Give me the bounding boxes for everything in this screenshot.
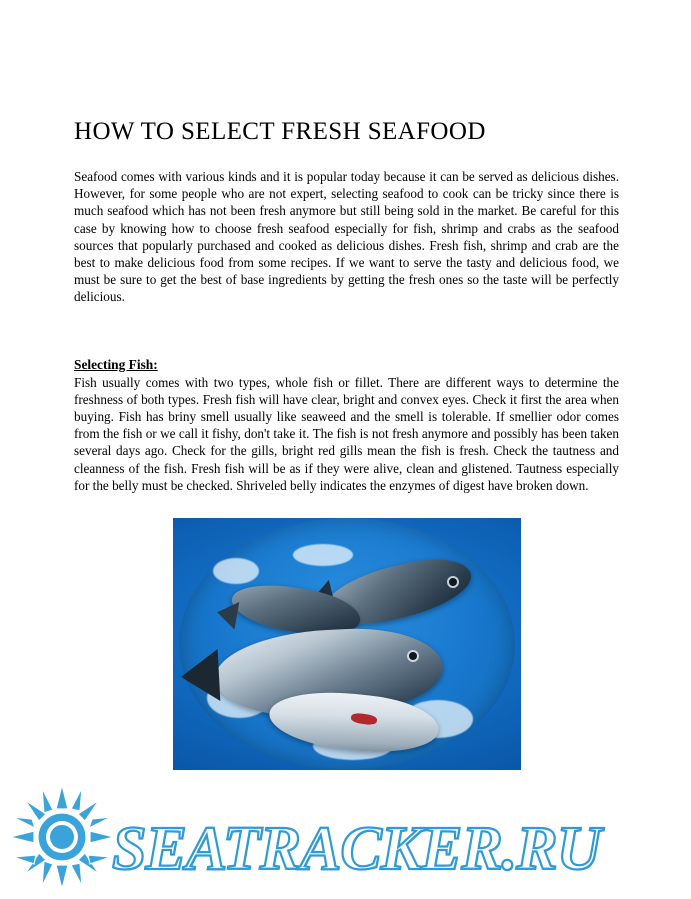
sun-logo-icon bbox=[8, 783, 116, 891]
photo-container bbox=[74, 518, 619, 770]
section-heading-wrap bbox=[74, 356, 619, 374]
fish-bucket-photo bbox=[173, 518, 521, 770]
ice-chunk bbox=[213, 558, 259, 584]
watermark bbox=[0, 774, 691, 899]
section-heading-selecting-fish: Selecting Fish: bbox=[74, 356, 158, 372]
intro-paragraph: Seafood comes with various kinds and it is popular today because it can be served as delicious dishes. However, for some people who are not expert, selecting seafood to cook can be tricky since there is much seafood which has not been fresh anymore but still being sold in the market. Be careful for this case by knowing how to choose fresh seafood especially for fish, shrimp and crabs as the seafood sources that popularly purchased and cooked as delicious dishes. Fresh fish, shrimp and crab are the best to make delicious food from some recipes. If we want to serve the tasty and delicious food, we must be sure to get the best of base ingredients by getting the fresh ones so the taste will be perfectly delicious. bbox=[74, 169, 619, 305]
page-title: HOW TO SELECT FRESH SEAFOOD bbox=[74, 118, 486, 145]
document-content bbox=[74, 118, 619, 770]
section-paragraph: Fish usually comes with two types, whole fish or fillet. There are different ways to determine the freshness of both types. Fresh fish will have clear, bright and convex eyes. Check it first the area when buying. Fish has briny smell usually like seaweed and the smell is tolerable. If smellier odor comes from the fish or we call it fishy, don't take it. The fish is not fresh anymore and possibly has been taken several days ago. Check for the gills, bright red gills mean the fish is fresh. Check the tautness and cleanness of the fish. Fresh fish will be as if they were alive, clean and glistened. Tautness especially for the belly must be checked. Shriveled belly indicates the enzymes of digest have broken down. bbox=[74, 374, 619, 493]
ice-chunk bbox=[293, 544, 353, 566]
fish-main-tail bbox=[179, 649, 220, 703]
section-spacer bbox=[74, 306, 619, 356]
fish-tail bbox=[214, 599, 239, 630]
fish-main-eye bbox=[409, 652, 417, 660]
watermark-text: SEATRACKER.RU bbox=[112, 815, 601, 883]
fish-eye bbox=[449, 578, 457, 586]
